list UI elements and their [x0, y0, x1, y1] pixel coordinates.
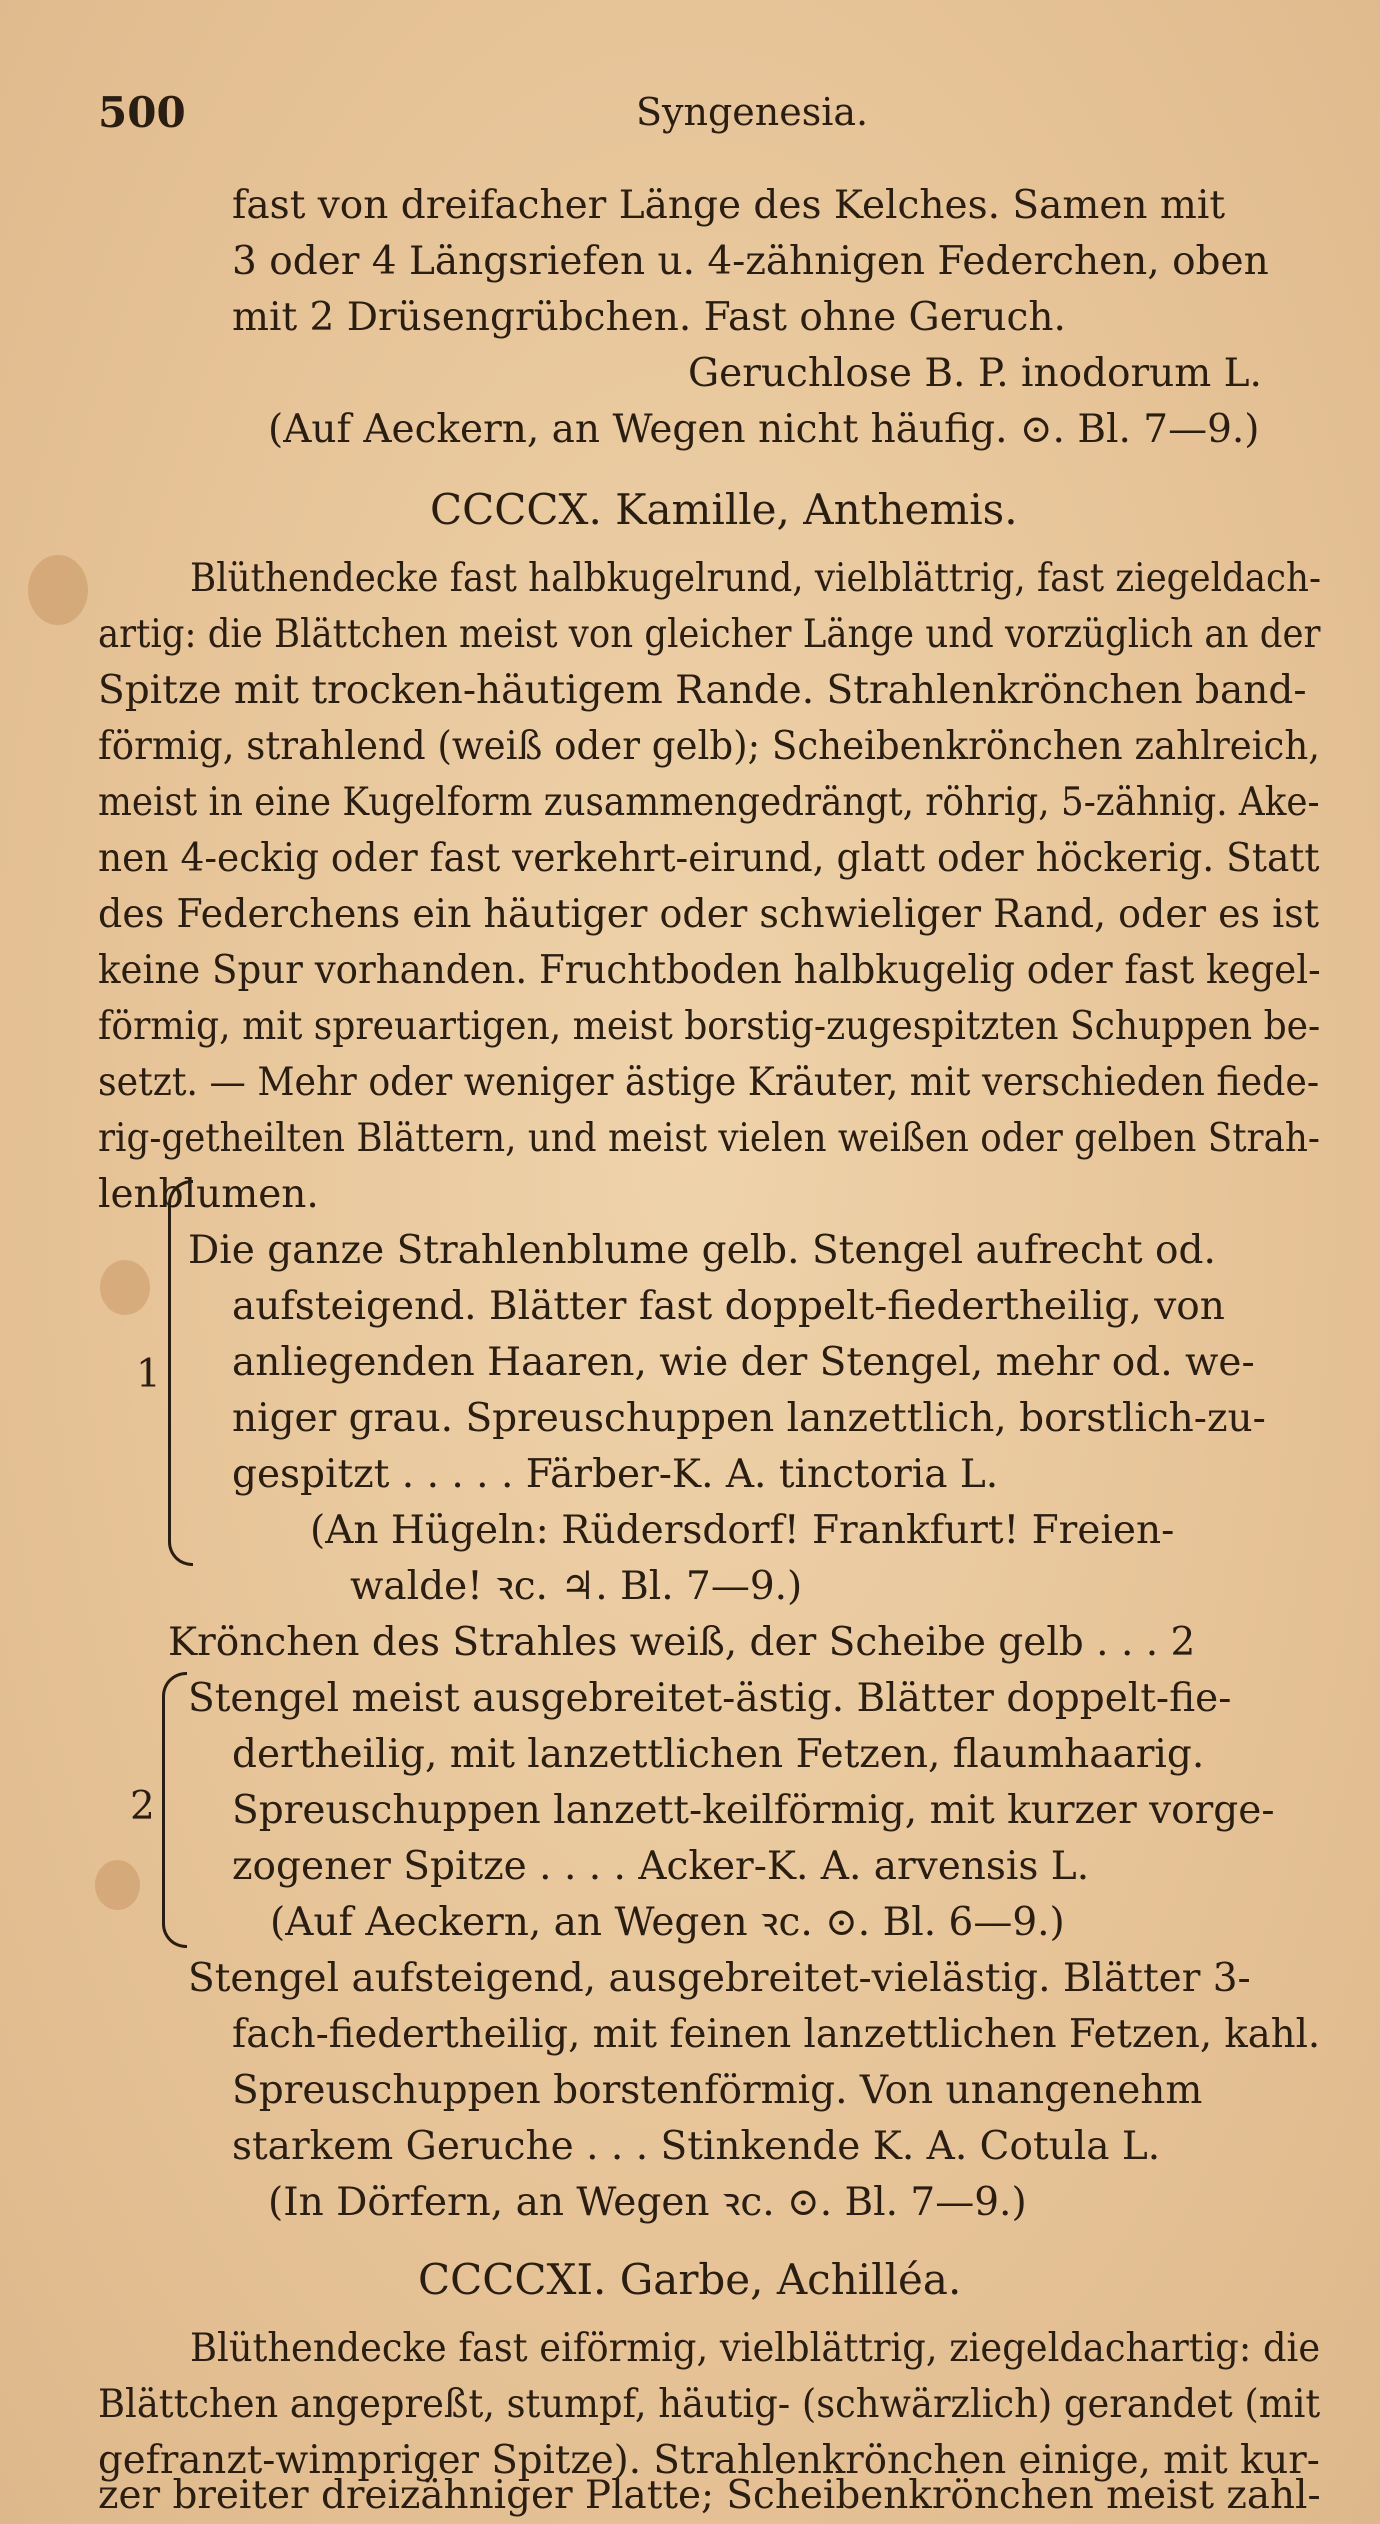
species-line: gespitzt . . . . . Färber-K. A. tinctoria L. [232, 1452, 999, 1497]
age-stain [95, 1860, 140, 1910]
description-line: setzt. — Mehr oder weniger ästige Kräuter, mit verschieden fiede- [98, 1060, 1320, 1105]
description-line: Blättchen angepreßt, stumpf, häutig- (schwärzlich) gerandet (mit [98, 2382, 1321, 2427]
key-number: 2 [130, 1784, 155, 1829]
key-line: Stengel meist ausgebreitet-ästig. Blätter doppelt-fie- [188, 1676, 1232, 1721]
description-line: nen 4-eckig oder fast verkehrt-eirund, glatt oder höckerig. Statt [98, 836, 1320, 881]
key-number: 1 [136, 1352, 161, 1397]
species-line: zogener Spitze . . . . Acker-K. A. arvensis L. [232, 1844, 1090, 1889]
description-line: förmig, mit spreuartigen, meist borstig-zugespitzten Schuppen be- [98, 1004, 1321, 1049]
key-line: niger grau. Spreuschuppen lanzettlich, borstlich-zu- [232, 1396, 1266, 1441]
description-line: zer breiter dreizähniger Platte; Scheibenkrönchen meist zahl- [98, 2473, 1321, 2518]
key-line: Die ganze Strahlenblume gelb. Stengel aufrecht od. [188, 1228, 1216, 1273]
key-line: Stengel aufsteigend, ausgebreitet-vielästig. Blätter 3- [188, 1956, 1251, 2001]
habitat-line: (In Dörfern, an Wegen ꝛc. ⊙. Bl. 7—9.) [268, 2180, 1027, 2225]
key-brace [162, 1672, 187, 1948]
text-line: fast von dreifacher Länge des Kelches. Samen mit [232, 183, 1226, 228]
description-line: förmig, strahlend (weiß oder gelb); Scheibenkrönchen zahlreich, [98, 724, 1321, 769]
description-line: lenblumen. [98, 1172, 319, 1217]
genus-heading: CCCCX. Kamille, Anthemis. [430, 485, 1018, 534]
age-stain [100, 1260, 150, 1315]
key-line: aufsteigend. Blätter fast doppelt-fiedertheilig, von [232, 1284, 1225, 1329]
description-line: Blüthendecke fast eiförmig, vielblättrig, ziegeldachartig: die [190, 2326, 1321, 2371]
text-line: 3 oder 4 Längsriefen u. 4-zähnigen Federchen, oben [232, 239, 1269, 284]
key-line: Spreuschuppen lanzett-keilförmig, mit kurzer vorge- [232, 1788, 1275, 1833]
habitat-line: (Auf Aeckern, an Wegen nicht häufig. ⊙. Bl. 7—9.) [268, 407, 1260, 452]
species-name: Geruchlose B. P. inodorum L. [688, 351, 1262, 396]
text-line: mit 2 Drüsengrübchen. Fast ohne Geruch. [232, 295, 1066, 340]
key-line: anliegenden Haaren, wie der Stengel, mehr od. we- [232, 1340, 1255, 1385]
description-line: rig-getheilten Blättern, und meist vielen weißen oder gelben Strah- [98, 1116, 1320, 1161]
description-line: gefranzt-wimpriger Spitze). Strahlenkrönchen einige, mit kur- [98, 2438, 1320, 2483]
description-line: Blüthendecke fast halbkugelrund, vielblättrig, fast ziegeldach- [190, 556, 1322, 601]
description-line: des Federchens ein häutiger oder schwieliger Rand, oder es ist [98, 892, 1320, 937]
description-line: keine Spur vorhanden. Fruchtboden halbkugelig oder fast kegel- [98, 948, 1321, 993]
key-line: Spreuschuppen borstenförmig. Von unangenehm [232, 2068, 1203, 2113]
habitat-line: (An Hügeln: Rüdersdorf! Frankfurt! Freien- [310, 1508, 1175, 1553]
description-line: artig: die Blättchen meist von gleicher Länge und vorzüglich an der [98, 612, 1321, 657]
key-line: Krönchen des Strahles weiß, der Scheibe gelb . . . 2 [168, 1620, 1196, 1665]
habitat-line: (Auf Aeckern, an Wegen ꝛc. ⊙. Bl. 6—9.) [270, 1900, 1065, 1945]
genus-heading: CCCCXI. Garbe, Achilléa. [418, 2255, 962, 2304]
description-line: meist in eine Kugelform zusammengedrängt, röhrig, 5-zähnig. Ake- [98, 780, 1320, 825]
key-line: dertheilig, mit lanzettlichen Fetzen, flaumhaarig. [232, 1732, 1205, 1777]
habitat-line: walde! ꝛc. ♃. Bl. 7—9.) [350, 1564, 803, 1609]
age-stain [28, 555, 88, 625]
page-number: 500 [98, 88, 186, 137]
description-line: Spitze mit trocken-häutigem Rande. Strahlenkrönchen band- [98, 668, 1307, 713]
species-line: starkem Geruche . . . Stinkende K. A. Cotula L. [232, 2124, 1161, 2169]
running-title: Syngenesia. [636, 90, 869, 134]
key-line: fach-fiedertheilig, mit feinen lanzettlichen Fetzen, kahl. [232, 2012, 1321, 2057]
